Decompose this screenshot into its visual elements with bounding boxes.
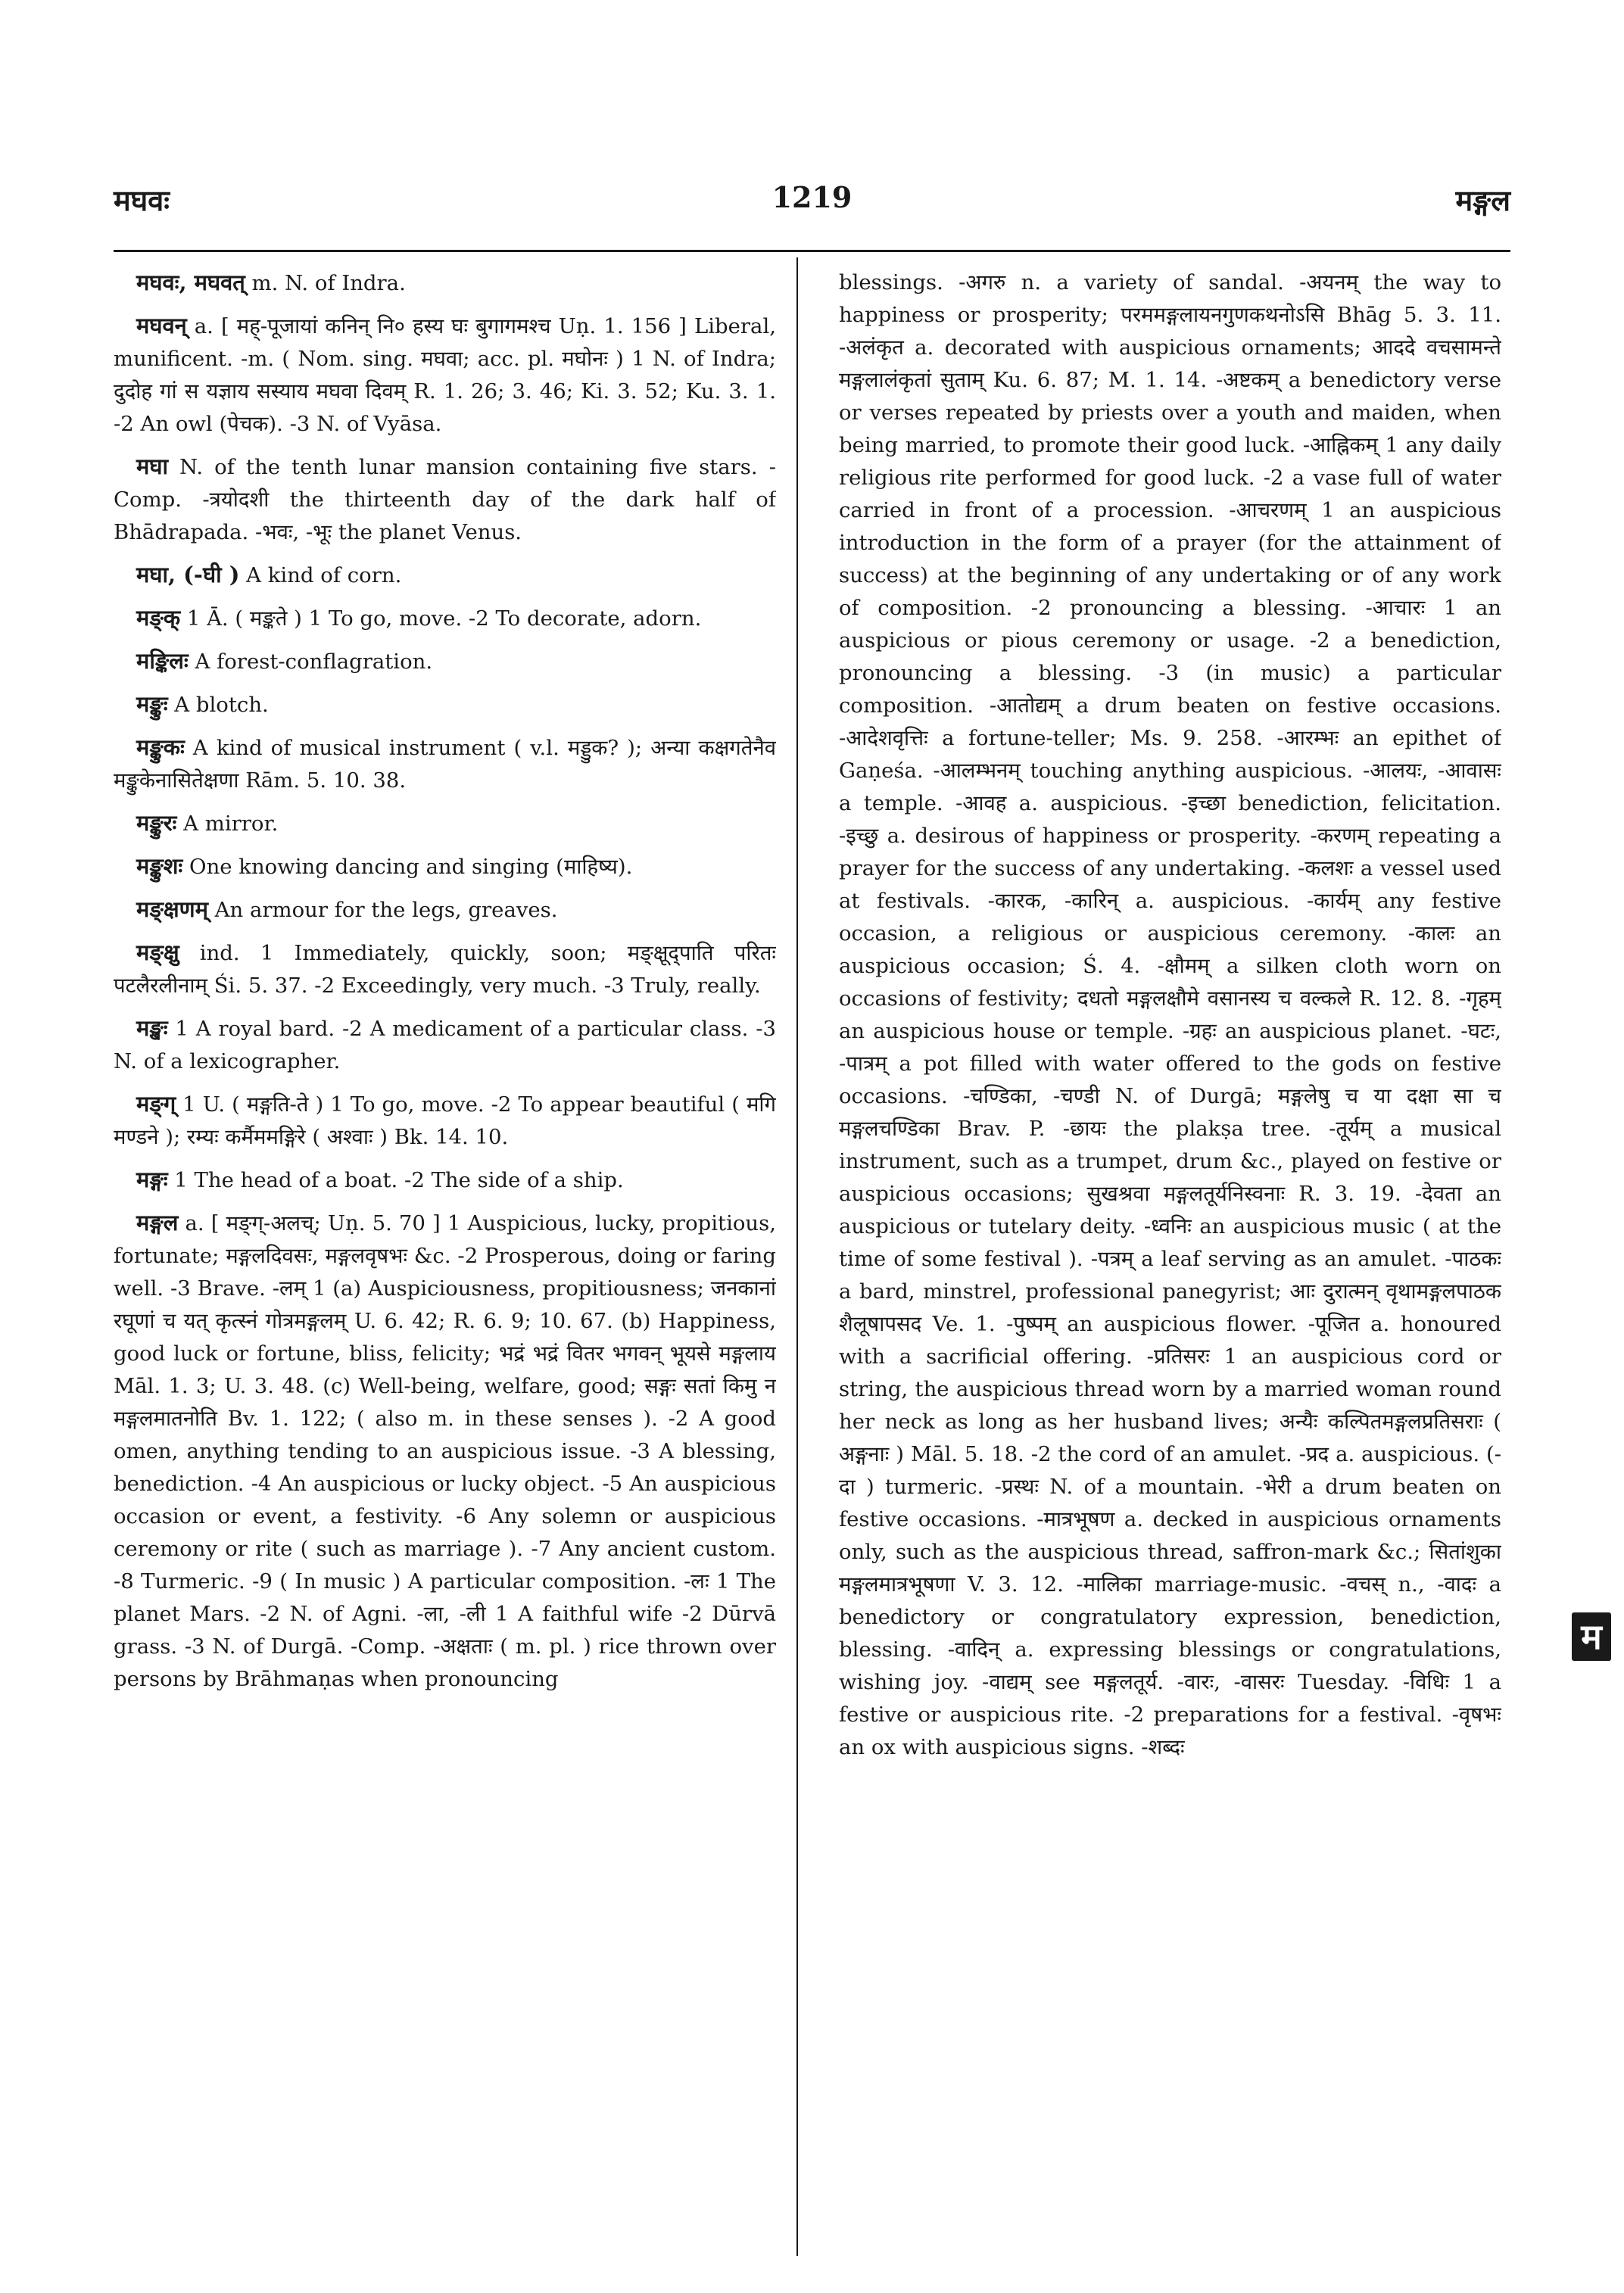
dictionary-entry [114,850,776,883]
entry-definition: A forest-conflagration. [188,650,433,674]
entry-definition: A blotch. [167,693,269,717]
entry-headword: मङ्क् [136,605,181,631]
entry-definition: ind. 1 Immediately, quickly, soon; मङ्क्षूद्‌पाति परितः पटलैरलीनाम् Śi. 5. 37. -2 Exceedingly, very much. -3 Truly, really. [114,941,776,998]
entry-headword: मघवन् [136,313,187,338]
entry-definition: a. [ मङ्ग्-अलच्; Uṇ. 5. 70 ] 1 Auspicious, lucky, propitious, fortunate; मङ्गलदिवसः, मङ्गलवृषभः &c. -2 Prosperous, doing or faring well. -3 Brave. -लम् 1 (a) Auspiciousness, propitiousness; जनकानां रघूणां च यत् कृत्स्नं गोत्रमङ्गलम् U. 6. 42; R. 6. 9; 10. 67. (b) Happiness, good luck or fortune, bliss, felicity; भद्रं भद्रं वितर भगवन् भूयसे मङ्गलाय Māl. 1. 3; U. 3. 48. (c) Well-being, welfare, good; सङ्गः सतां किमु न मङ्गलमातनोति Bv. 1. 122; ( also m. in these senses ). -2 A good omen, anything tending to an auspicious issue. -3 A blessing, benediction. -4 An auspicious or lucky object. -5 An auspicious occasion or event, a festivity. -6 Any solemn or auspicious ceremony or rite ( such as marriage ). -7 Any ancient custom. -8 Turmeric. -9 ( In music ) A particular composition. -लः 1 The planet Mars. -2 N. of Agni. -ला, -ली 1 A faithful wife -2 Dūrvā grass. -3 N. of Durgā. -Comp. -अक्षताः ( m. pl. ) rice thrown over persons by Brāhmaṇas when pronouncing [114,1211,776,1691]
entry-headword: मङ्कुरः [136,810,177,836]
dictionary-entry [114,645,776,678]
entry-definition: 1 The head of a boat. -2 The side of a ship. [167,1168,624,1192]
dictionary-entry [114,602,776,635]
entry-headword: मङ्कुकः [136,734,185,760]
entry-definition: a. [ मह्-पूजायां कनिन् नि० हस्य घः बुगागमश्च Uṇ. 1. 156 ] Liberal, munificent. -m. ( Nom. sing. मघवा; acc. pl. मघोनः ) 1 N. of Indra; दुदोह गां स यज्ञाय सस्याय मघवा दिवम् R. 1. 26; 3. 46; Ki. 3. 52; Ku. 3. 1. -2 An owl (पेचक). -3 N. of Vyāsa. [114,314,776,436]
entry-definition: N. of the tenth lunar mansion containing five stars. -Comp. -त्रयोदशी the thirteenth day of the dark half of Bhādrapada. -भवः, -भूः the planet Venus. [114,455,776,544]
entry-definition: One knowing dancing and singing (माहिष्य). [182,855,633,879]
dictionary-entry [114,1088,776,1154]
entry-definition: m. N. of Indra. [245,271,406,295]
entry-headword: मङ्कुशः [136,853,183,879]
entry-headword: मङ्क्षु [136,939,179,965]
dictionary-entry [114,688,776,721]
dictionary-entry [114,266,776,300]
header-rule [114,250,1510,252]
dictionary-entry [114,310,776,441]
entry-headword: मङ्कुः [136,691,168,717]
entry-headword: मङ्गल [136,1210,179,1235]
entry-continuation: blessings. -अगरु n. a variety of sandal. -अयनम् the way to happiness or prosperity; परममङ्गलायनगुणकथनोऽसि Bhāg 5. 3. 11. -अलंकृत a. decorated with auspicious ornaments; आददे वचसामन्ते मङ्गलालंकृतां सुताम् Ku. 6. 87; M. 1. 14. -अष्टकम् a benedictory verse or verses repeated by priests over a youth and maiden, when being married, to promote their good luck. -आह्निकम् 1 any daily religious rite performed for good luck. -2 a vase full of water carried in front of a procession. -आचरणम् 1 an auspicious introduction in the form of a prayer (for the attainment of success) at the beginning of any undertaking or of any work of composition. -2 pronouncing a blessing. -आचारः 1 an auspicious or pious ceremony or usage. -2 a benediction, pronouncing a blessing. -3 (in music) a particular composition. -आतोद्यम् a drum beaten on festive occasions. -आदेशवृत्तिः a fortune-teller; Ms. 9. 258. -आरम्भः an epithet of Gaṇeśa. -आलम्भनम् touching anything auspicious. -आलयः, -आवासः a temple. -आवह a. auspicious. -इच्छा benediction, felicitation. -इच्छु a. desirous of happiness or prosperity. -करणम् repeating a prayer for the success of any undertaking. -कलशः a vessel used at festivals. -कारक, -कारिन् a. auspicious. -कार्यम् any festive occasion, a religious or auspicious ceremony. -कालः an auspicious occasion; Ś. 4. -क्षौमम् a silken cloth worn on occasions of festivity; दधतो मङ्गलक्षौमे वसानस्य च वल्कले R. 12. 8. -गृहम् an auspicious house or temple. -ग्रहः an auspicious planet. -घटः, -पात्रम् a pot filled with water offered to the gods on festive occasions. -चण्डिका, -चण्डी N. of Durgā; मङ्गलेषु च या दक्षा सा च मङ्गलचण्डिका Brav. P. -छायः the plakṣa tree. -तूर्यम् a musical instrument, such as a trumpet, drum &c., played on festive or auspicious occasions; सुखश्रवा मङ्गलतूर्यनिस्वनाः R. 3. 19. -देवता an auspicious or tutelary deity. -ध्वनिः an auspicious music ( at the time of some festival ). -पत्रम् a leaf serving as an amulet. -पाठकः a bard, minstrel, professional panegyrist; आः दुरात्मन् वृथामङ्गलपाठक शैलूषापसद Ve. 1. -पुष्पम् an auspicious flower. -पूजित a. honoured with a sacrificial offering. -प्रतिसरः 1 an auspicious cord or string, the auspicious thread worn by a married woman round her neck as long as her husband lives; अन्यैः कल्पितमङ्गलप्रतिसराः ( अङ्गनाः ) Māl. 5. 18. -2 the cord of an amulet. -प्रद a. auspicious. (-दा ) turmeric. -प्रस्थः N. of a mountain. -भेरी a drum beaten on festive occasions. -मात्रभूषण a. decked in auspicious ornaments only, such as the auspicious thread, saffron-mark &c.; सितांशुका मङ्गलमात्रभूषणा V. 3. 12. -मालिका marriage-music. -वचस् n., -वादः a benedictory or congratulatory expression, benediction, blessing. -वादिन् a. expressing blessings or congratulations, wishing joy. -वाद्यम् see मङ्गलतूर्य. -वारः, -वासरः Tuesday. -विधिः 1 a festive or auspicious rite. -2 preparations for a festival. -वृषभः an ox with auspicious signs. -शब्दः [839,270,1501,1759]
dictionary-entry [114,559,776,592]
dictionary-entry [114,731,776,797]
dictionary-entry [114,450,776,549]
dictionary-entry [114,807,776,840]
entry-headword: मघा, (-घी ) [136,562,240,587]
entry-headword: मघवः, मघवत् [136,269,245,295]
thumb-index-tab: म [1572,1612,1611,1661]
dictionary-entry [114,1012,776,1078]
entry-definition: An armour for the legs, greaves. [207,898,558,922]
entry-definition: A kind of musical instrument ( v.l. मड्डुक? ); अन्या कक्षगतेनैव मङ्कुकेनासितेक्षणा Rām. 5. 10. 38. [114,736,776,793]
entry-definition: 1 Ā. ( मङ्कते ) 1 To go, move. -2 To decorate, adorn. [180,606,702,631]
entry-headword: मङ्गः [136,1167,168,1192]
entry-headword: मङ्क्षणम् [136,896,208,922]
running-header [114,180,1510,233]
dictionary-entry [114,1207,776,1696]
page-number: 1219 [771,180,853,214]
column-divider [796,257,798,2256]
entry-definition: 1 U. ( मङ्गति-ते ) 1 To go, move. -2 To appear beautiful ( मगि मण्डने ); रम्यः कर्मैममङ्गिरे ( अश्वाः ) Bk. 14. 10. [114,1092,776,1149]
entry-definition: A kind of corn. [239,563,402,587]
left-column [114,266,776,2265]
dictionary-entry [114,1164,776,1197]
dictionary-entry [114,936,776,1002]
entry-headword: मङ्खः [136,1015,168,1041]
right-guide-word: मङ्गल [1455,183,1510,217]
entry-headword: मङ्किलः [136,648,189,674]
dictionary-entry [114,893,776,927]
left-guide-word: मघवः [114,183,170,217]
entry-definition: 1 A royal bard. -2 A medicament of a particular class. -3 N. of a lexicographer. [114,1017,776,1073]
right-column [839,266,1501,2265]
entry-definition: A mirror. [176,812,279,836]
entry-headword: मघा [136,453,168,479]
entry-headword: मङ्ग् [136,1091,176,1117]
